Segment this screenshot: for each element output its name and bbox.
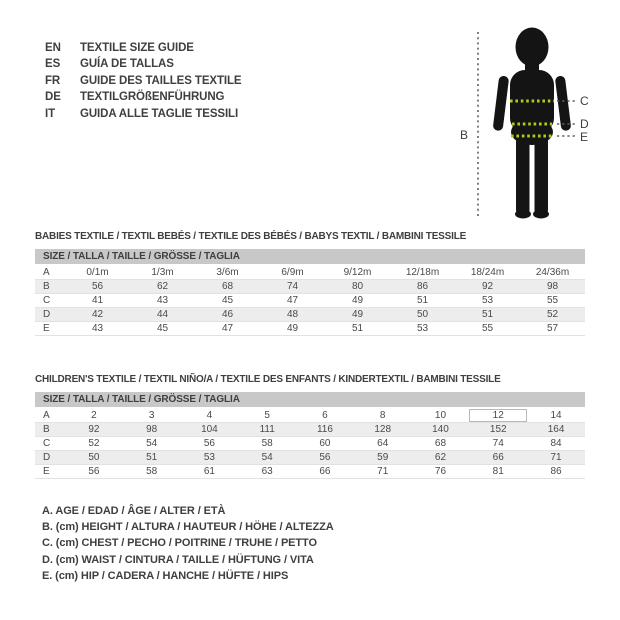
legend-line: B. (cm) HEIGHT / ALTURA / HAUTEUR / HÖHE / ALTEZZA	[42, 521, 334, 534]
size-value-cell: 76	[412, 465, 470, 479]
size-value-cell: 43	[130, 294, 195, 308]
size-value-cell: 9/12m	[325, 265, 390, 280]
size-value-cell: 4	[181, 408, 239, 423]
language-row	[45, 106, 242, 122]
legend-line: C. (cm) CHEST / PECHO / POITRINE / TRUHE / PETTO	[42, 537, 317, 550]
size-value-cell: 10	[412, 408, 470, 423]
size-value-cell: 45	[130, 322, 195, 336]
size-value-cell: 57	[520, 322, 585, 336]
babies-section	[35, 231, 585, 336]
table-row	[35, 265, 585, 280]
children-section	[35, 374, 585, 479]
size-value-cell: 98	[123, 423, 181, 437]
size-value-cell: 46	[195, 308, 260, 322]
size-value-cell: 86	[390, 280, 455, 294]
table-row	[35, 280, 585, 294]
size-value-cell: 74	[469, 437, 527, 451]
babies-size-table	[35, 249, 585, 336]
table-row	[35, 437, 585, 451]
size-value-cell: 53	[390, 322, 455, 336]
size-value-cell: 12/18m	[390, 265, 455, 280]
size-value-cell: 152	[469, 423, 527, 437]
size-value-cell: 66	[296, 465, 354, 479]
table-header-row	[35, 249, 585, 265]
table-row	[35, 294, 585, 308]
table-row	[35, 465, 585, 479]
size-value-cell: 43	[65, 322, 130, 336]
size-value-cell: 5	[238, 408, 296, 423]
table-row	[35, 423, 585, 437]
size-value-cell: 62	[130, 280, 195, 294]
size-value-cell: 45	[195, 294, 260, 308]
size-value-cell: 53	[181, 451, 239, 465]
language-title: TEXTILE SIZE GUIDE	[80, 42, 194, 54]
size-value-cell: 55	[520, 294, 585, 308]
language-title: GUIDA ALLE TAGLIE TESSILI	[80, 107, 239, 120]
size-value-cell: 3	[123, 408, 181, 423]
children-size-table	[35, 392, 585, 479]
size-value-cell: 81	[469, 465, 527, 479]
size-value-cell: 98	[520, 280, 585, 294]
size-value-cell: 128	[354, 423, 412, 437]
row-label: C	[35, 294, 65, 308]
size-value-cell: 68	[412, 437, 470, 451]
size-value-cell: 6	[296, 408, 354, 423]
row-label: E	[35, 465, 65, 479]
language-code: FR	[45, 74, 61, 87]
legend-line: E. (cm) HIP / CADERA / HANCHE / HÜFTE / HIPS	[42, 569, 289, 582]
size-value-cell: 61	[181, 465, 239, 479]
measurement-legend	[42, 503, 334, 584]
size-value-cell: 8	[354, 408, 412, 423]
size-value-cell: 63	[238, 465, 296, 479]
size-value-cell: 60	[296, 437, 354, 451]
size-value-cell: 51	[390, 294, 455, 308]
child-figure-diagram	[440, 18, 610, 230]
size-value-cell: 64	[354, 437, 412, 451]
size-value-cell: 49	[325, 308, 390, 322]
size-value-cell: 66	[469, 451, 527, 465]
row-label: E	[35, 322, 65, 336]
child-silhouette	[493, 28, 572, 219]
size-value-cell: 56	[296, 451, 354, 465]
size-value-cell: 58	[123, 465, 181, 479]
size-value-cell: 55	[455, 322, 520, 336]
size-value-cell: 50	[65, 451, 123, 465]
size-header: SIZE / TALLA / TAILLE / GRÖSSE / TAGLIA	[35, 392, 585, 408]
size-value-cell: 51	[455, 308, 520, 322]
language-row	[45, 73, 242, 89]
size-value-cell: 47	[195, 322, 260, 336]
size-value-cell: 56	[65, 280, 130, 294]
size-value-cell: 84	[527, 437, 585, 451]
size-value-cell: 3/6m	[195, 265, 260, 280]
language-row	[45, 56, 242, 72]
size-value-cell: 59	[354, 451, 412, 465]
size-value-cell: 62	[412, 451, 470, 465]
row-label: A	[35, 408, 65, 423]
size-value-cell: 50	[390, 308, 455, 322]
table-row	[35, 408, 585, 423]
table-header-row	[35, 392, 585, 408]
legend-line: A. AGE / EDAD / ÂGE / ALTER / ETÀ	[42, 505, 226, 517]
size-value-cell: 0/1m	[65, 265, 130, 280]
size-value-cell: 56	[65, 465, 123, 479]
language-code: ES	[45, 58, 61, 71]
size-value-cell: 1/3m	[130, 265, 195, 280]
size-value-cell: 104	[181, 423, 239, 437]
label-waist-d: D	[580, 117, 589, 131]
size-value-cell: 92	[65, 423, 123, 437]
label-chest-c: C	[580, 94, 589, 108]
language-row	[45, 40, 242, 56]
child-figure-svg	[440, 18, 610, 230]
size-value-cell: 164	[527, 423, 585, 437]
language-title: GUIDE DES TAILLES TEXTILE	[80, 74, 242, 87]
size-value-cell: 52	[520, 308, 585, 322]
size-value-cell: 56	[181, 437, 239, 451]
size-value-cell: 6/9m	[260, 265, 325, 280]
language-row	[45, 89, 242, 105]
size-value-cell: 48	[260, 308, 325, 322]
size-value-cell: 53	[455, 294, 520, 308]
size-value-cell: 140	[412, 423, 470, 437]
row-label: C	[35, 437, 65, 451]
children-table-title: CHILDREN'S TEXTILE / TEXTIL NIÑO/A / TEXTILE DES ENFANTS / KINDERTEXTIL / BAMBINI TESSILE	[35, 374, 501, 385]
size-value-cell: 49	[260, 322, 325, 336]
row-label: B	[35, 423, 65, 437]
size-header: SIZE / TALLA / TAILLE / GRÖSSE / TAGLIA	[35, 249, 585, 265]
size-value-cell: 80	[325, 280, 390, 294]
table-row	[35, 451, 585, 465]
size-value-cell: 24/36m	[520, 265, 585, 280]
size-value-cell: 18/24m	[455, 265, 520, 280]
size-value-cell: 58	[238, 437, 296, 451]
size-value-cell: 2	[65, 408, 123, 423]
size-value-cell: 51	[123, 451, 181, 465]
size-value-cell: 14	[527, 408, 585, 423]
language-list	[45, 40, 242, 122]
language-title: TEXTILGRÖßENFÜHRUNG	[80, 91, 225, 104]
row-label: D	[35, 308, 65, 322]
row-label: A	[35, 265, 65, 280]
size-value-cell: 86	[527, 465, 585, 479]
table-row	[35, 322, 585, 336]
row-label: B	[35, 280, 65, 294]
size-value-cell: 71	[527, 451, 585, 465]
size-value-cell: 68	[195, 280, 260, 294]
babies-table-title: BABIES TEXTILE / TEXTIL BEBÉS / TEXTILE DES BÉBÉS / BABYS TEXTIL / BAMBINI TESSILE	[35, 231, 467, 242]
size-value-cell: 74	[260, 280, 325, 294]
table-row	[35, 308, 585, 322]
size-value-cell: 116	[296, 423, 354, 437]
language-code: DE	[45, 91, 61, 104]
size-value-cell: 51	[325, 322, 390, 336]
size-value-cell: 47	[260, 294, 325, 308]
language-code: IT	[45, 107, 56, 120]
size-value-cell: 92	[455, 280, 520, 294]
size-value-cell: 71	[354, 465, 412, 479]
size-value-cell: 44	[130, 308, 195, 322]
selected-size-cell: 12	[469, 408, 527, 423]
row-label: D	[35, 451, 65, 465]
language-code: EN	[45, 42, 61, 54]
size-value-cell: 111	[238, 423, 296, 437]
size-value-cell: 54	[123, 437, 181, 451]
size-value-cell: 54	[238, 451, 296, 465]
size-value-cell: 42	[65, 308, 130, 322]
size-value-cell: 41	[65, 294, 130, 308]
legend-line: D. (cm) WAIST / CINTURA / TAILLE / HÜFTUNG / VITA	[42, 553, 314, 566]
language-title: GUÍA DE TALLAS	[80, 58, 174, 71]
size-value-cell: 52	[65, 437, 123, 451]
label-hip-e: E	[580, 130, 589, 144]
size-value-cell: 49	[325, 294, 390, 308]
label-height-b: B	[460, 128, 469, 142]
